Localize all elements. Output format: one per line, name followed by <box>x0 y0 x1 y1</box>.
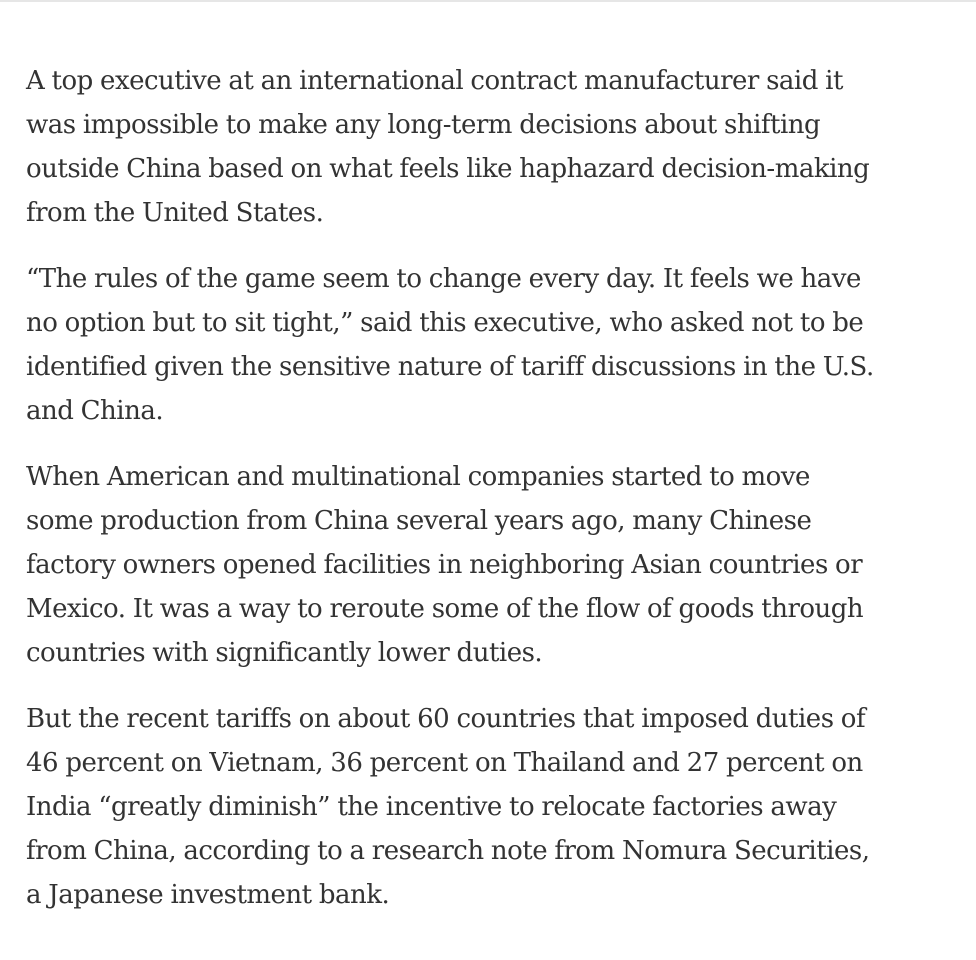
article-paragraph-4 <box>26 697 946 917</box>
paragraph-line: identified given the sensitive nature of tariff discussions in the U.S. <box>26 352 874 382</box>
paragraph-line: But the recent tariffs on about 60 countries that imposed duties of <box>26 704 866 734</box>
article-paragraph-2 <box>26 257 946 433</box>
paragraph-line: countries with significantly lower duties. <box>26 638 543 668</box>
paragraph-line: “The rules of the game seem to change every day. It feels we have <box>26 264 861 294</box>
paragraph-line: A top executive at an international contract manufacturer said it <box>26 66 843 96</box>
article-paragraph-3 <box>26 455 946 675</box>
paragraph-line: outside China based on what feels like haphazard decision-making <box>26 154 870 184</box>
paragraph-line: 46 percent on Vietnam, 36 percent on Thailand and 27 percent on <box>26 748 863 778</box>
top-divider <box>0 0 976 2</box>
paragraph-line: was impossible to make any long-term decisions about shifting <box>26 110 821 140</box>
paragraph-line: When American and multinational companies started to move <box>26 462 810 492</box>
paragraph-line: no option but to sit tight,” said this executive, who asked not to be <box>26 308 864 338</box>
paragraph-line: from China, according to a research note from Nomura Securities, <box>26 836 870 866</box>
article-body <box>26 59 946 917</box>
paragraph-line: some production from China several years ago, many Chinese <box>26 506 812 536</box>
paragraph-line: factory owners opened facilities in neighboring Asian countries or <box>26 550 863 580</box>
paragraph-line: a Japanese investment bank. <box>26 880 390 910</box>
paragraph-line: India “greatly diminish” the incentive to relocate factories away <box>26 792 837 822</box>
article-paragraph-1 <box>26 59 946 235</box>
paragraph-line: and China. <box>26 396 164 426</box>
paragraph-line: Mexico. It was a way to reroute some of the flow of goods through <box>26 594 864 624</box>
paragraph-line: from the United States. <box>26 198 324 228</box>
